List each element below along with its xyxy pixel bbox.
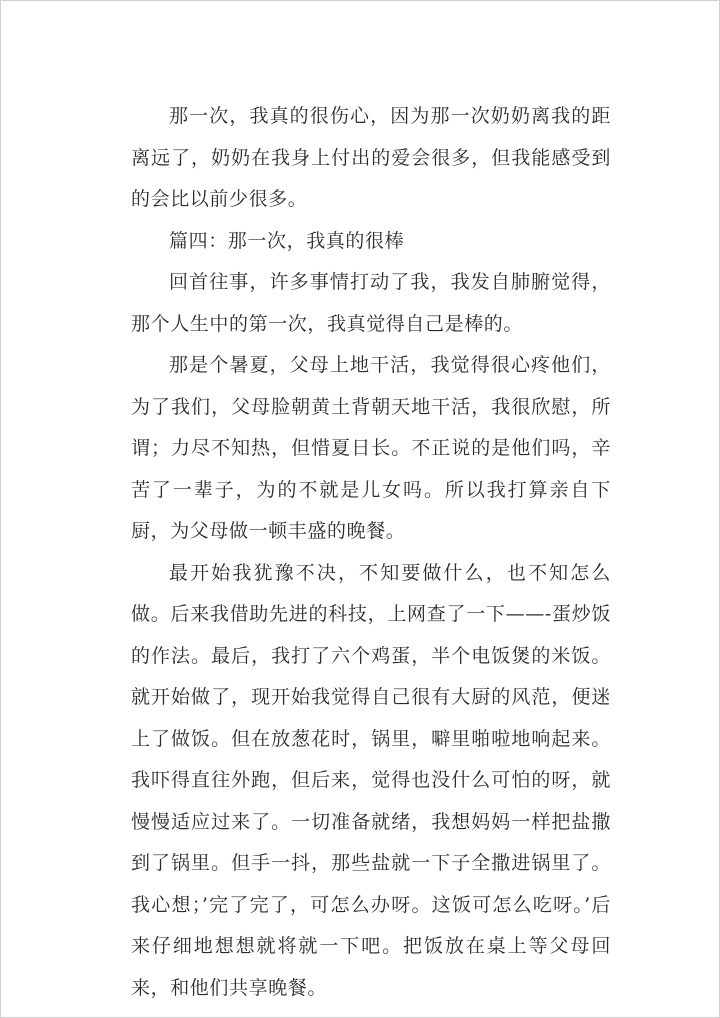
document-body [131,96,611,1009]
paragraph-cooking: 最开始我犹豫不决，不知要做什么，也不知怎么做。后来我借助先进的科技，上网查了一下——-蛋炒饭的作法。最后，我打了六个鸡蛋，半个电饭煲的米饭。就开始做了，现开始我觉得自己很有大厨的风范，便迷上了做饭。但在放葱花时，锅里，噼里啪啦地响起来。我吓得直往外跑，但后来，觉得也没什么可怕的呀，就慢慢适应过来了。一切准备就绪，我想妈妈一样把盐撒到了锅里。但手一抖，那些盐就一下子全撒进锅里了。我心想；’完了完了，可怎么办呀。这饭可怎么吃呀。’后来仔细地想想就将就一下吧。把饭放在桌上等父母回来，和他们共享晚餐。 [131,561,611,999]
paragraph-intro: 回首往事，许多事情打动了我，我发自肺腑觉得，那个人生中的第一次，我真觉得自己是棒的。 [131,271,611,335]
paragraph-grandmother: 那一次，我真的很伤心，因为那一次奶奶离我的距离远了，奶奶在我身上付出的爱会很多，但我能感受到的会比以前少很多。 [131,105,611,210]
paragraph-summer: 那是个暑夏，父母上地干活，我觉得很心疼他们，为了我们，父母脸朝黄土背朝天地干活，我很欣慰，所谓；力尽不知热，但惜夏日长。不正说的是他们吗，辛苦了一辈子，为的不就是儿女吗。所以我打算亲自下厨，为父母做一顿丰盛的晚餐。 [131,354,611,542]
section-heading: 篇四：那一次，我真的很棒 [169,229,405,252]
